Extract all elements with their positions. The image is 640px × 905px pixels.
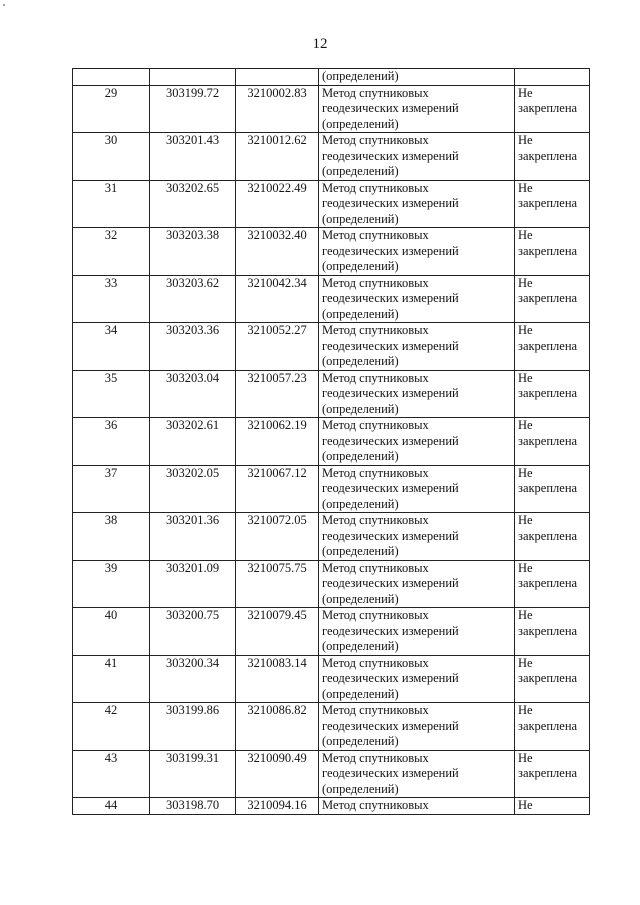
method-line: геодезических измерений — [322, 576, 459, 590]
fixed-line: закреплена — [518, 101, 578, 115]
table-row — [73, 750, 590, 798]
fixed-line: закреплена — [518, 718, 578, 733]
method-line: Метод спутниковых — [322, 133, 429, 147]
cell-method — [319, 513, 515, 561]
fixed-line: Не — [518, 85, 533, 100]
fixed-line: закреплена — [518, 243, 578, 258]
fixed-line: Не — [518, 323, 533, 337]
cell-x: 303201.43 — [150, 133, 236, 181]
table-row — [73, 513, 590, 561]
fixed-line: Не — [518, 513, 533, 527]
cell-y: 3210067.12 — [236, 465, 319, 513]
method-line: (определений) — [322, 211, 399, 226]
cell-method — [319, 750, 515, 798]
fixed-line: Не — [518, 750, 533, 765]
fixed-line: закреплена — [518, 623, 578, 638]
method-line: (определений) — [322, 781, 399, 796]
fixed-line: закреплена — [518, 766, 578, 780]
cell-method — [319, 370, 515, 418]
cell-number: 33 — [73, 275, 150, 323]
scan-speck — [3, 4, 5, 6]
fixed-line: Не — [518, 608, 533, 622]
fixed-line: Не — [518, 703, 533, 717]
cell-number — [73, 69, 150, 86]
method-line: Метод спутниковых — [322, 703, 429, 717]
fixed-line: Не — [518, 133, 533, 147]
table-row — [73, 655, 590, 703]
fixed-line: закреплена — [518, 148, 578, 163]
cell-fixed — [515, 608, 590, 656]
cell-x: 303203.36 — [150, 323, 236, 371]
cell-x: 303203.04 — [150, 370, 236, 418]
table-row-partial — [73, 798, 590, 815]
cell-number: 38 — [73, 513, 150, 561]
cell-method — [319, 560, 515, 608]
cell-fixed: Не — [515, 798, 590, 815]
table-row — [73, 85, 590, 133]
method-line: геодезических измерений — [322, 291, 459, 305]
cell-x: 303202.65 — [150, 180, 236, 228]
fixed-line: Не — [518, 275, 533, 290]
cell-y: 3210072.05 — [236, 513, 319, 561]
cell-method — [319, 465, 515, 513]
method-line: (определений) — [322, 544, 399, 558]
cell-number: 32 — [73, 228, 150, 276]
fixed-line: Не — [518, 370, 533, 385]
cell-method — [319, 228, 515, 276]
method-line: (определений) — [322, 116, 399, 131]
method-line: (определений) — [322, 591, 399, 606]
cell-method — [319, 323, 515, 371]
method-line: (определений) — [322, 639, 399, 653]
fixed-line: закреплена — [518, 576, 578, 590]
method-line: Метод спутниковых — [322, 750, 429, 765]
cell-number: 30 — [73, 133, 150, 181]
cell-number: 29 — [73, 85, 150, 133]
fixed-line: закреплена — [518, 528, 578, 543]
table-row — [73, 608, 590, 656]
fixed-line: закреплена — [518, 433, 578, 448]
cell-x — [150, 69, 236, 86]
cell-y: 3210094.16 — [236, 798, 319, 815]
cell-x: 303200.34 — [150, 655, 236, 703]
table-row — [73, 703, 590, 751]
cell-method — [319, 655, 515, 703]
method-line: (определений) — [322, 496, 399, 511]
method-line: (определений) — [322, 449, 399, 463]
cell-fixed — [515, 418, 590, 466]
fixed-line: закреплена — [518, 671, 578, 685]
table-row — [73, 465, 590, 513]
method-line: геодезических измерений — [322, 528, 459, 543]
cell-x: 303201.36 — [150, 513, 236, 561]
method-line: геодезических измерений — [322, 671, 459, 685]
fixed-line: Не — [518, 228, 533, 242]
cell-y: 3210083.14 — [236, 655, 319, 703]
fixed-line: закреплена — [518, 386, 578, 400]
method-line: Метод спутниковых — [322, 465, 429, 480]
method-line: геодезических измерений — [322, 766, 459, 780]
method-line: (определений) — [322, 164, 399, 178]
cell-x: 303199.72 — [150, 85, 236, 133]
cell-y: 3210002.83 — [236, 85, 319, 133]
cell-fixed — [515, 85, 590, 133]
cell-x: 303199.31 — [150, 750, 236, 798]
method-line: геодезических измерений — [322, 481, 459, 495]
cell-method — [319, 180, 515, 228]
cell-number: 41 — [73, 655, 150, 703]
cell-number: 43 — [73, 750, 150, 798]
method-line: геодезических измерений — [322, 433, 459, 448]
method-line: геодезических измерений — [322, 718, 459, 733]
table-body — [73, 69, 590, 815]
cell-fixed — [515, 513, 590, 561]
table-row — [73, 133, 590, 181]
method-line: (определений) — [322, 686, 399, 701]
cell-y: 3210075.75 — [236, 560, 319, 608]
cell-number: 40 — [73, 608, 150, 656]
table-row — [73, 560, 590, 608]
cell-number: 31 — [73, 180, 150, 228]
method-line: геодезических измерений — [322, 148, 459, 163]
method-line: Метод спутниковых — [322, 228, 429, 242]
cell-y: 3210079.45 — [236, 608, 319, 656]
method-line: Метод спутниковых — [322, 560, 429, 575]
method-line: Метод спутниковых — [322, 323, 429, 337]
cell-number: 35 — [73, 370, 150, 418]
fixed-line: закреплена — [518, 196, 578, 210]
cell-fixed — [515, 133, 590, 181]
cell-y: 3210032.40 — [236, 228, 319, 276]
cell-number: 36 — [73, 418, 150, 466]
fixed-line: закреплена — [518, 338, 578, 353]
cell-x: 303198.70 — [150, 798, 236, 815]
cell-fixed — [515, 655, 590, 703]
cell-method — [319, 703, 515, 751]
method-line: Метод спутниковых — [322, 655, 429, 670]
cell-method — [319, 85, 515, 133]
method-line: Метод спутниковых — [322, 180, 429, 195]
method-line: (определений) — [322, 354, 399, 368]
method-line: геодезических измерений — [322, 338, 459, 353]
method-line: геодезических измерений — [322, 196, 459, 210]
cell-fixed — [515, 323, 590, 371]
cell-y: 3210012.62 — [236, 133, 319, 181]
cell-y: 3210057.23 — [236, 370, 319, 418]
cell-x: 303203.62 — [150, 275, 236, 323]
cell-fixed — [515, 370, 590, 418]
cell-y: 3210086.82 — [236, 703, 319, 751]
cell-x: 303201.09 — [150, 560, 236, 608]
cell-y: 3210090.49 — [236, 750, 319, 798]
method-line: Метод спутниковых — [322, 370, 429, 385]
method-line: геодезических измерений — [322, 386, 459, 400]
cell-fixed — [515, 750, 590, 798]
fixed-line: закреплена — [518, 481, 578, 495]
method-line: Метод спутниковых — [322, 513, 429, 527]
cell-y: 3210042.34 — [236, 275, 319, 323]
cell-y: 3210022.49 — [236, 180, 319, 228]
page-number: 12 — [312, 36, 328, 52]
fixed-line: Не — [518, 418, 533, 432]
cell-method: (определений) — [319, 69, 515, 86]
cell-fixed — [515, 703, 590, 751]
cell-x: 303202.05 — [150, 465, 236, 513]
cell-fixed — [515, 465, 590, 513]
cell-method: Метод спутниковых — [319, 798, 515, 815]
cell-fixed — [515, 69, 590, 86]
table-row — [73, 418, 590, 466]
cell-method — [319, 418, 515, 466]
fixed-line: Не — [518, 560, 533, 575]
method-line: (определений) — [322, 259, 399, 273]
fixed-line: закреплена — [518, 291, 578, 305]
method-line: геодезических измерений — [322, 243, 459, 258]
table-row — [73, 180, 590, 228]
method-line: Метод спутниковых — [322, 275, 429, 290]
cell-x: 303202.61 — [150, 418, 236, 466]
method-line: Метод спутниковых — [322, 418, 429, 432]
method-line: (определений) — [322, 306, 399, 321]
cell-method — [319, 608, 515, 656]
method-line: геодезических измерений — [322, 101, 459, 115]
table-row — [73, 370, 590, 418]
fixed-line: Не — [518, 655, 533, 670]
cell-x: 303200.75 — [150, 608, 236, 656]
cell-fixed — [515, 275, 590, 323]
cell-x: 303199.86 — [150, 703, 236, 751]
cell-fixed — [515, 180, 590, 228]
method-line: (определений) — [322, 401, 399, 416]
table-row — [73, 323, 590, 371]
fixed-line: Не — [518, 180, 533, 195]
cell-number: 44 — [73, 798, 150, 815]
cell-number: 42 — [73, 703, 150, 751]
cell-fixed — [515, 228, 590, 276]
table-row — [73, 275, 590, 323]
cell-x: 303203.38 — [150, 228, 236, 276]
fixed-line: Не — [518, 465, 533, 480]
table-row — [73, 228, 590, 276]
cell-number: 37 — [73, 465, 150, 513]
cell-fixed — [515, 560, 590, 608]
method-line: геодезических измерений — [322, 623, 459, 638]
method-line: Метод спутниковых — [322, 608, 429, 622]
cell-method — [319, 275, 515, 323]
cell-y: 3210062.19 — [236, 418, 319, 466]
cell-number: 39 — [73, 560, 150, 608]
continuation-row — [73, 69, 590, 86]
cell-number: 34 — [73, 323, 150, 371]
cell-y: 3210052.27 — [236, 323, 319, 371]
method-line: (определений) — [322, 734, 399, 748]
method-line: Метод спутниковых — [322, 85, 429, 100]
cell-y — [236, 69, 319, 86]
boundary-points-table — [72, 68, 590, 815]
cell-method — [319, 133, 515, 181]
